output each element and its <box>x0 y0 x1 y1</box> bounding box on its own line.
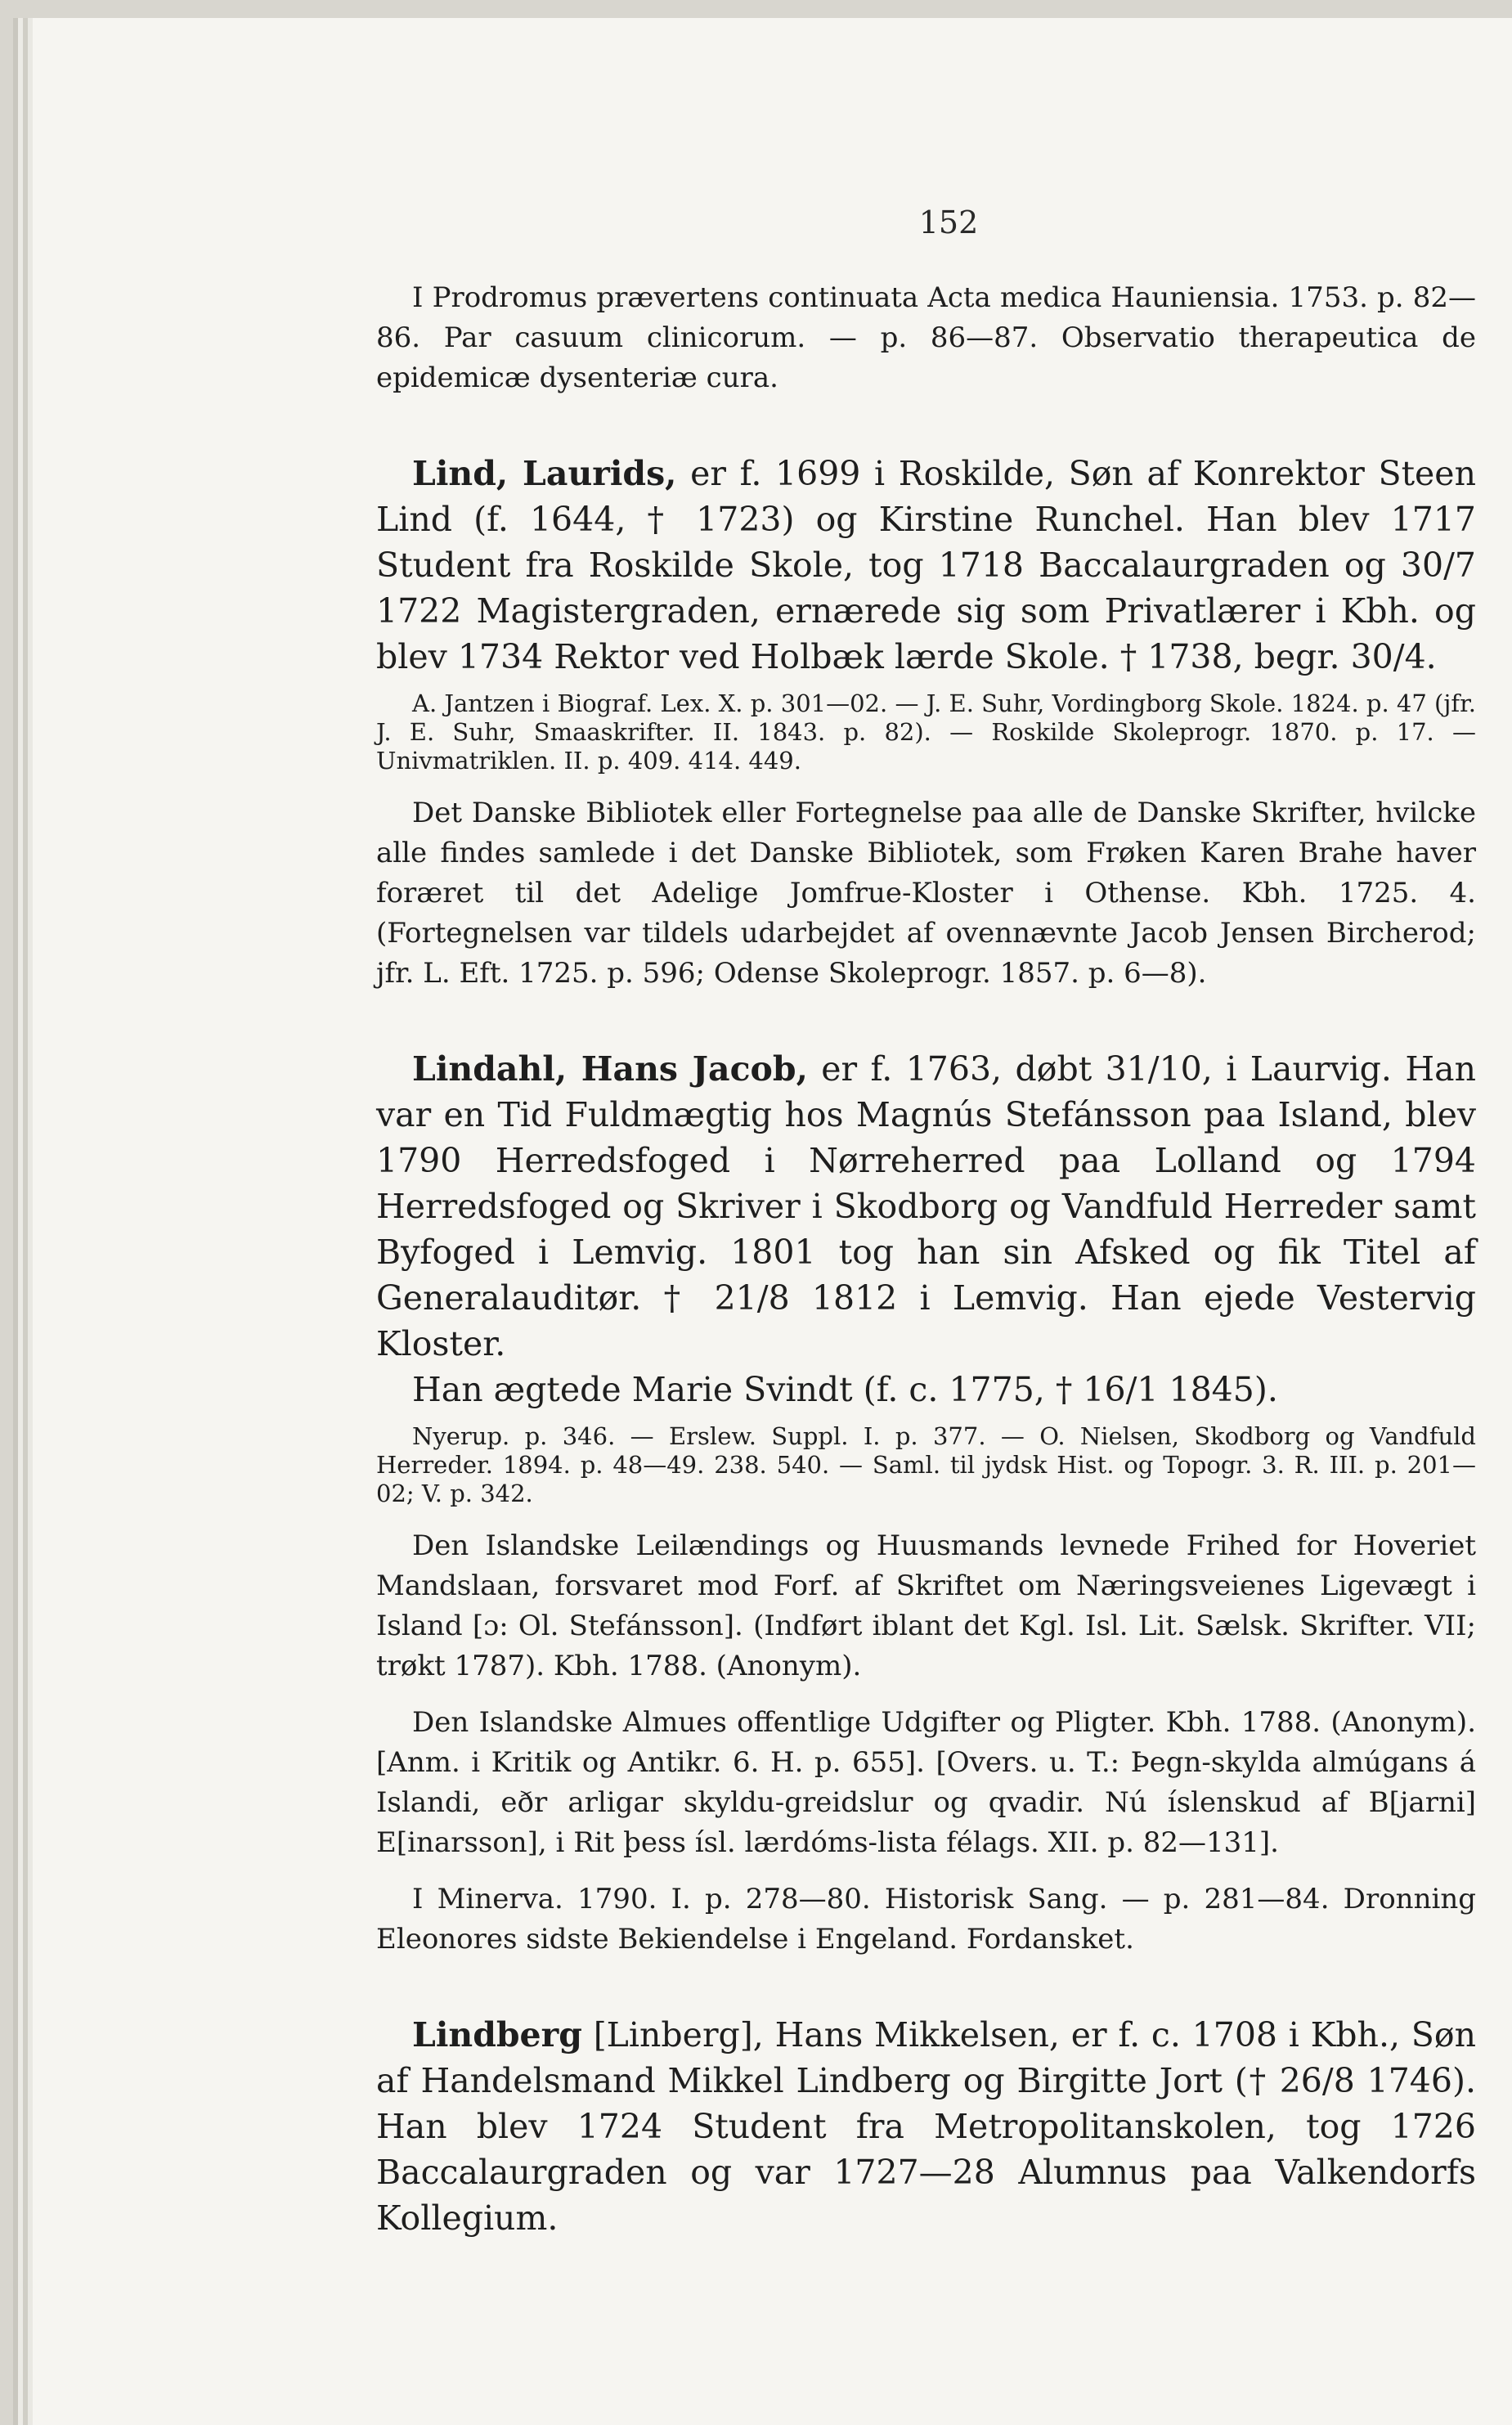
page-number: 152 <box>918 204 979 240</box>
intro-paragraph: I Prodromus prævertens continuata Acta medica Hauniensia. 1753. p. 82—86. Par casuum clinicorum. — p. 86—87. Observatio therapeutica de epidemicæ dysenteriæ cura. <box>376 281 1476 394</box>
entry-bio-text: [Linberg], Hans Mikkelsen, er f. c. 1708 i Kbh., Søn af Handelsmand Mikkel Lindberg og Birgitte Jort († 26/8 1746). Han blev 1724 Student fra Metropolitanskolen, tog 1726 Baccalaurgraden og var 1727—28 Alumnus paa Valkendorfs Kollegium. <box>376 2015 1476 2238</box>
entry-work: I Minerva. 1790. I. p. 278—80. Historisk Sang. — p. 281—84. Dronning Eleonores sidste Bekiendelse i Engeland. Fordansket. <box>376 1883 1476 1956</box>
entry-references: A. Jantzen i Biograf. Lex. X. p. 301—02. — J. E. Suhr, Vordingborg Skole. 1824. p. 47 (jfr. J. E. Suhr, Smaaskrifter. II. 1843. p. 82). — Roskilde Skoleprogr. 1870. p. 17. — Univmatriklen. II. p. 409. 414. 449. <box>376 689 1476 775</box>
entry-headword: Lindahl, Hans Jacob, <box>412 1049 808 1089</box>
entry-lind-laurids <box>376 451 1476 994</box>
entry-headword: Lind, Laurids, <box>412 454 677 493</box>
entry-work: Det Danske Bibliotek eller Fortegnelse paa alle de Danske Skrifter, hvilcke alle findes samlede i det Danske Bibliotek, som Frøken Karen Brahe haver foræret til det Adelige Jomfrue-Kloster i Othense. Kbh. 1725. 4. (Fortegnelsen var tildels udarbejdet af ovennævnte Jacob Jensen Bircherod; jfr. L. Eft. 1725. p. 596; Odense Skoleprogr. 1857. p. 6—8). <box>376 797 1476 990</box>
entry-bio <box>376 451 1476 680</box>
page-content <box>376 278 1476 2241</box>
book-page <box>33 18 1512 2425</box>
entry-bio <box>376 2012 1476 2241</box>
entry-bio-text: er f. 1763, døbt 31/10, i Laurvig. Han var en Tid Fuldmægtig hos Magnús Stefánsson paa Island, blev 1790 Herredsfoged i Nørreherred paa Lolland og 1794 Herredsfoged og Skriver i Skodborg og Vandfuld Herreder samt Byfoged i Lemvig. 1801 tog han sin Afsked og fik Titel af Generalauditør. † 21/8 1812 i Lemvig. Han ejede Vestervig Kloster. <box>376 1049 1476 1363</box>
entry-headword: Lindberg <box>412 2015 582 2055</box>
entry-lindberg-hans-mikkelsen <box>376 2012 1476 2241</box>
entry-references: Nyerup. p. 346. — Erslew. Suppl. I. p. 377. — O. Nielsen, Skodborg og Vandfuld Herreder. 1894. p. 48—49. 238. 540. — Saml. til jydsk Hist. og Topogr. 3. R. III. p. 201—02; V. p. 342. <box>376 1422 1476 1507</box>
entry-bio <box>376 1046 1476 1367</box>
entry-work: Den Islandske Almues offentlige Udgifter og Pligter. Kbh. 1788. (Anonym). [Anm. i Kritik og Antikr. 6. H. p. 655]. [Overs. u. T.: Þegn-skylda almúgans á Islandi, eðr arligar skyldu-greidslur og qvadir. Nú íslenskud af B[jarni] E[inarsson], i Rit þess ísl. lærdóms-lista félags. XII. p. 82—131]. <box>376 1706 1476 1859</box>
entry-marriage: Han ægtede Marie Svindt (f. c. 1775, † 16/1 1845). <box>412 1370 1278 1409</box>
entry-bio-text: er f. 1699 i Roskilde, Søn af Konrektor Steen Lind (f. 1644, † 1723) og Kirstine Runchel. Han blev 1717 Student fra Roskilde Skole, tog 1718 Baccalaurgraden og 30/7 1722 Magistergraden, ernærede sig som Privatlærer i Kbh. og blev 1734 Rektor ved Holbæk lærde Skole. † 1738, begr. 30/4. <box>376 454 1476 676</box>
entry-lindahl-hans-jacob <box>376 1046 1476 1960</box>
entry-work: Den Islandske Leilændings og Huusmands levnede Frihed for Hoveriet Mandslaan, forsvaret mod Forf. af Skriftet om Næringsveienes Ligevægt i Island [ɔ: Ol. Stefánsson]. (Indført iblant det Kgl. Isl. Lit. Sælsk. Skrifter. VII; trøkt 1787). Kbh. 1788. (Anonym). <box>376 1529 1476 1682</box>
